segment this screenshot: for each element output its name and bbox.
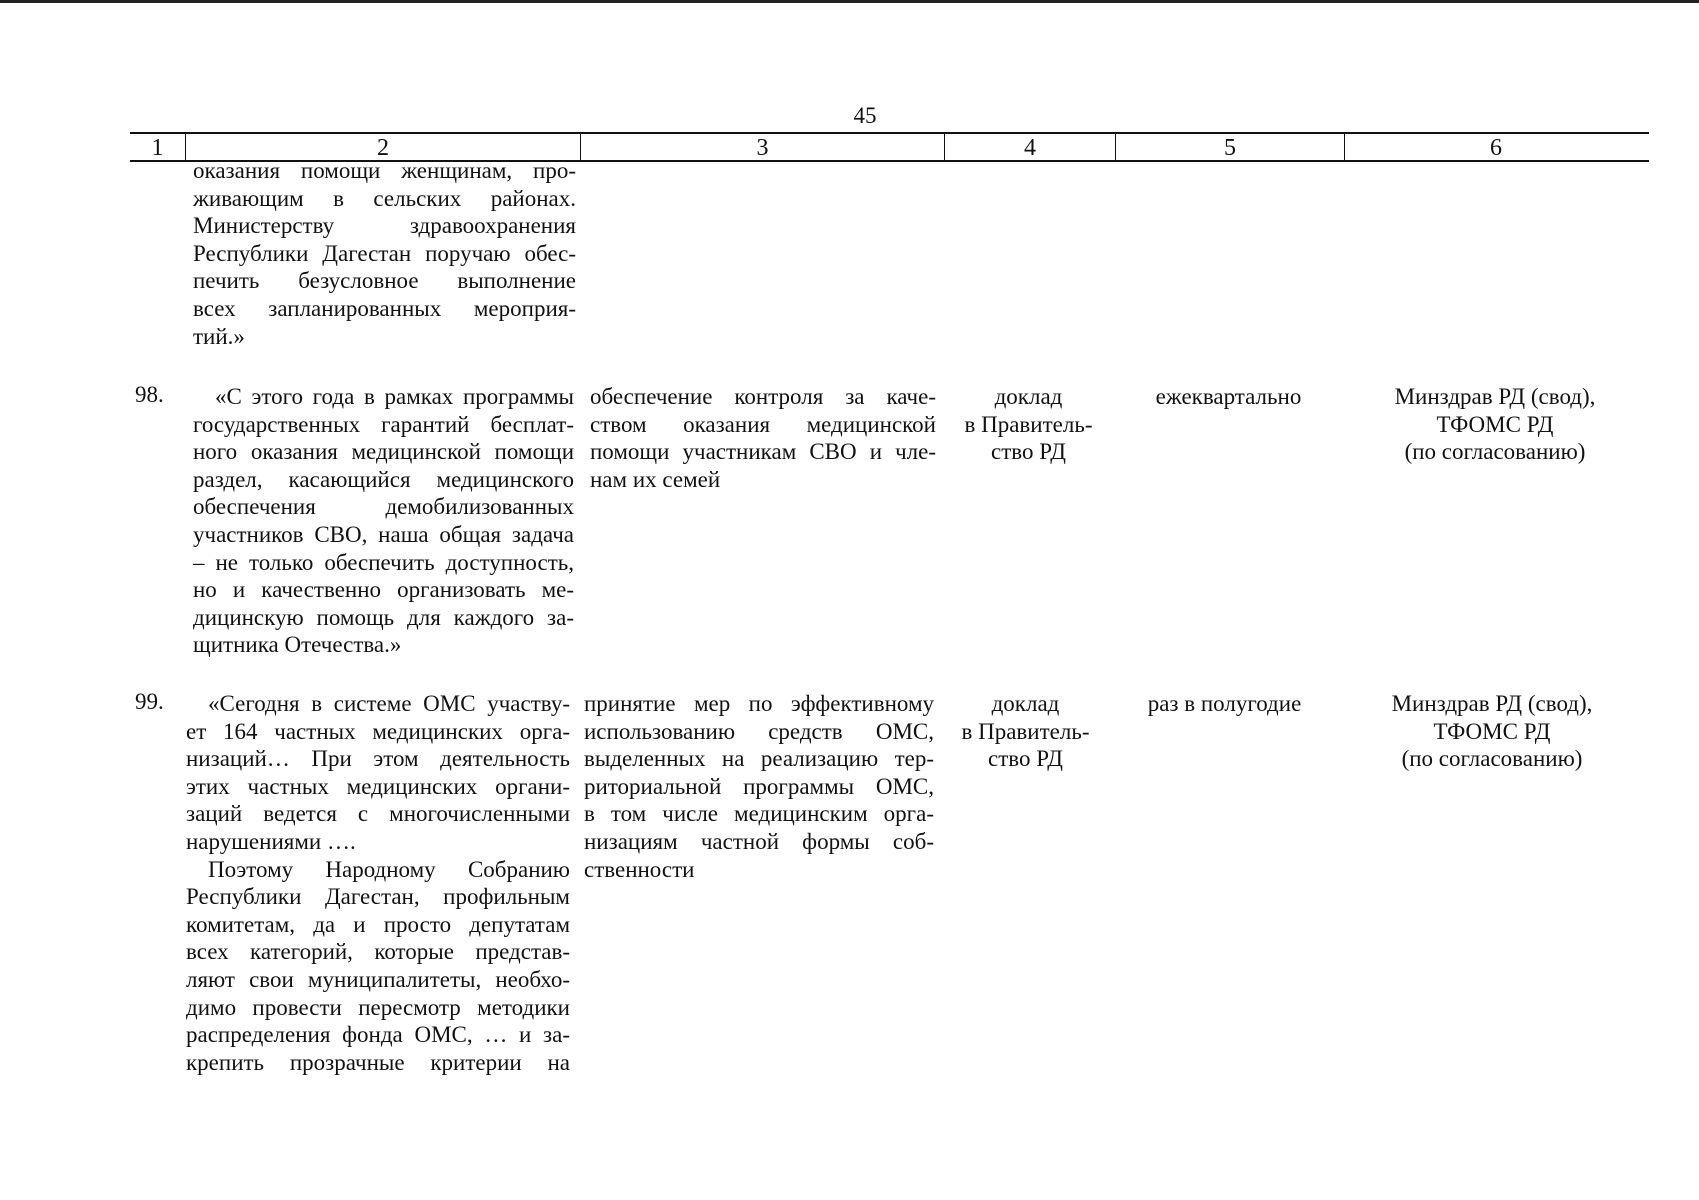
column-header-6: 6 xyxy=(1490,135,1502,161)
text-line: дицинскую помощь для каждого за- xyxy=(193,604,574,630)
text-line: нам их семей xyxy=(590,466,721,492)
text-line: оказания помощи женщинам, про- xyxy=(193,158,576,183)
text-line: (по согласованию) xyxy=(1401,746,1583,772)
text-line: – не только обеспечить доступность, xyxy=(193,549,574,575)
row-98-statement xyxy=(193,383,574,659)
text-line: нарушениями …. xyxy=(186,828,356,854)
row-99-statement xyxy=(186,690,570,1076)
row-99-measure xyxy=(584,690,934,883)
row-98-report-form xyxy=(946,383,1111,466)
text-line: использованию средств ОМС, xyxy=(584,718,934,744)
text-line: всех запланированных мероприя- xyxy=(193,295,576,321)
text-line: димо провести пересмотр методики xyxy=(186,994,570,1020)
text-line: заций ведется с многочисленными xyxy=(186,801,570,827)
text-line: в Правитель- xyxy=(964,411,1093,437)
row-number: 98. xyxy=(135,382,164,407)
text-line: в Правитель- xyxy=(961,718,1090,744)
text-line: «Сегодня в системе ОМС участву- xyxy=(208,691,570,716)
row-98-responsible xyxy=(1345,383,1645,466)
text-line: этих частных медицинских органи- xyxy=(186,773,570,799)
row-number: 99. xyxy=(135,689,164,714)
text-line: (по согласованию) xyxy=(1404,439,1586,465)
text-line: обеспечения демобилизованных xyxy=(193,494,574,520)
text-line: крепить прозрачные критерии на xyxy=(186,1049,570,1075)
text-line: Республики Дагестан, профильным xyxy=(186,884,570,910)
column-header-4: 4 xyxy=(1024,135,1036,161)
text-line: обеспечение контроля за каче- xyxy=(590,384,936,409)
column-header-2: 2 xyxy=(377,135,389,161)
text-line: ляют свои муниципалитеты, необхо- xyxy=(186,966,570,992)
page-top-edge xyxy=(0,0,1699,3)
text-line: раздел, касающийся медицинского xyxy=(193,466,574,492)
text-line: принятие мер по эффективному xyxy=(584,691,934,716)
text-line: доклад xyxy=(994,384,1063,409)
row-99-responsible xyxy=(1342,690,1642,773)
text-line: ТФОМС РД xyxy=(1433,718,1551,744)
text-line: в том числе медицинским орга- xyxy=(584,801,934,827)
text-line: участников СВО, наша общая задача xyxy=(193,521,574,547)
text-line: Минздрав РД (свод), xyxy=(1391,691,1593,716)
text-line: Поэтому Народному Собранию xyxy=(208,856,570,882)
text-line: Министерству здравоохранения xyxy=(193,213,576,239)
text-line: риториальной программы ОМС, xyxy=(584,773,934,799)
text-line: всех категорий, которые представ- xyxy=(186,939,570,965)
row-98-frequency: ежеквартально xyxy=(1155,384,1302,409)
text-line: выделенных на реализацию тер- xyxy=(584,746,934,772)
text-line: Минздрав РД (свод), xyxy=(1394,384,1596,409)
column-header-1: 1 xyxy=(151,135,164,161)
text-line: ТФОМС РД xyxy=(1436,411,1554,437)
column-header-5: 5 xyxy=(1224,135,1236,161)
text-line: ственности xyxy=(584,856,695,882)
text-line: щитника Отечества.» xyxy=(193,632,402,658)
text-line: ство РД xyxy=(988,746,1063,772)
row-99-report-form xyxy=(943,690,1108,773)
column-header-3: 3 xyxy=(756,135,769,161)
row-98-measure xyxy=(590,383,936,493)
text-line: низациям частной формы соб- xyxy=(584,828,934,854)
row-99-frequency: раз в полугодие xyxy=(1147,691,1302,716)
page-number: 45 xyxy=(853,103,877,128)
text-line: тий.» xyxy=(193,323,245,349)
text-line: ство РД xyxy=(991,439,1066,465)
text-line: печить безусловное выполнение xyxy=(193,268,576,294)
text-line: низаций… При этом деятельность xyxy=(186,746,570,772)
text-line: «С этого года в рамках программы xyxy=(215,384,574,409)
text-line: государственных гарантий бесплат- xyxy=(193,411,574,437)
text-line: помощи участникам СВО и чле- xyxy=(590,439,936,465)
text-line: живающим в сельских районах. xyxy=(193,185,576,211)
text-line: ством оказания медицинской xyxy=(590,411,936,437)
text-line: ет 164 частных медицинских орга- xyxy=(186,718,570,744)
text-line: распределения фонда ОМС, … и за- xyxy=(186,1022,570,1048)
text-line: доклад xyxy=(991,691,1060,716)
text-line: комитетам, да и просто депутатам xyxy=(186,911,570,937)
text-line: ного оказания медицинской помощи xyxy=(193,439,574,465)
text-line: но и качественно организовать ме- xyxy=(193,577,574,603)
text-line: Республики Дагестан поручаю обес- xyxy=(193,240,576,266)
continuation-text xyxy=(193,157,576,350)
